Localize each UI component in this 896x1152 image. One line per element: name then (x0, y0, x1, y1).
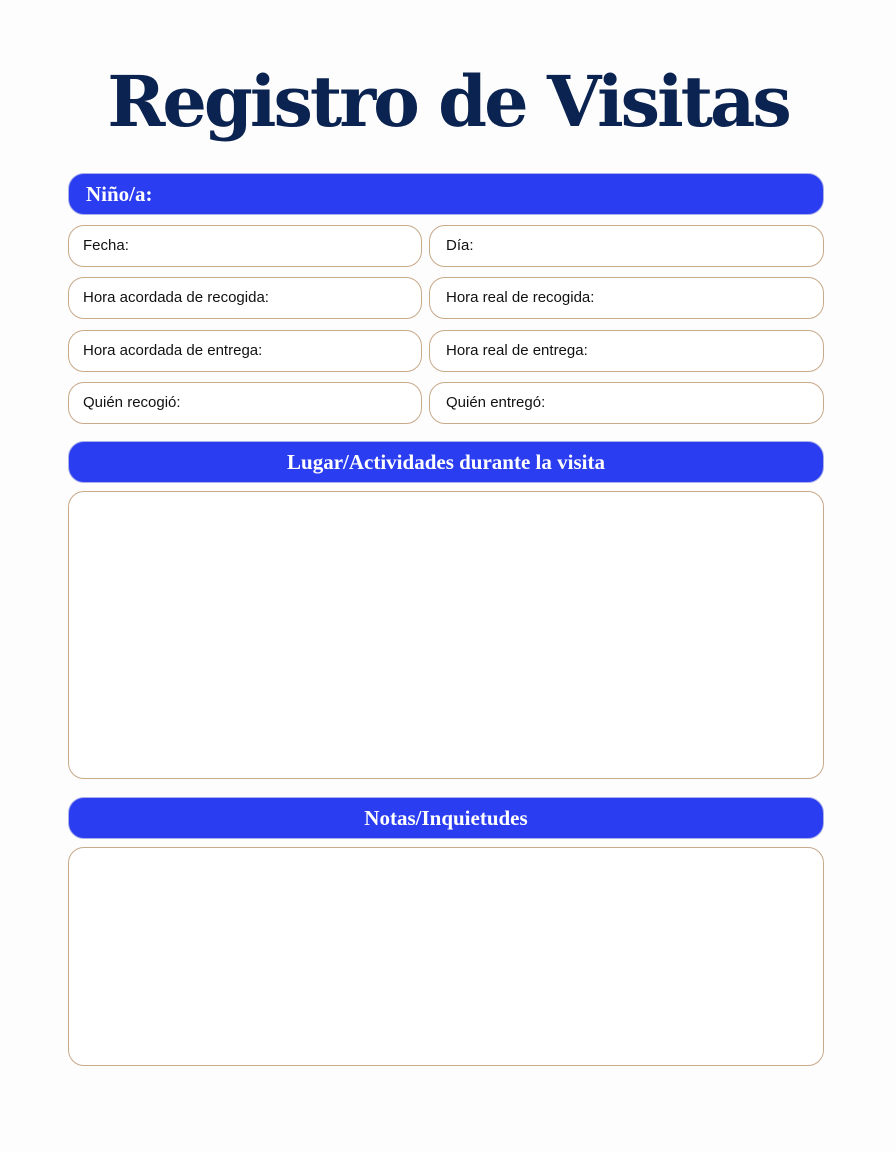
picked-up-by-field[interactable] (68, 382, 422, 424)
day-label: Día: (446, 237, 474, 254)
date-field[interactable] (68, 225, 422, 267)
activities-section-title: Lugar/Actividades durante la visita (287, 450, 605, 474)
notes-section-header (68, 797, 824, 839)
dropped-off-by-label: Quién entregó: (446, 394, 546, 411)
actual-pickup-time-field[interactable] (429, 277, 824, 319)
activities-section-header (68, 441, 824, 483)
date-label: Fecha: (83, 237, 129, 254)
actual-dropoff-time-label: Hora real de entrega: (446, 342, 588, 359)
dropped-off-by-field[interactable] (429, 382, 824, 424)
actual-pickup-time-label: Hora real de recogida: (446, 289, 595, 306)
agreed-dropoff-time-field[interactable] (68, 330, 422, 372)
actual-dropoff-time-field[interactable] (429, 330, 824, 372)
notes-textarea[interactable] (68, 847, 824, 1066)
child-name-label: Niño/a: (86, 182, 153, 206)
child-name-bar[interactable] (68, 173, 824, 215)
picked-up-by-label: Quién recogió: (83, 394, 181, 411)
page-title: Registro de Visitas (107, 60, 789, 143)
activities-textarea[interactable] (68, 491, 824, 779)
agreed-dropoff-time-label: Hora acordada de entrega: (83, 342, 263, 359)
notes-section-title: Notas/Inquietudes (364, 806, 528, 830)
agreed-pickup-time-field[interactable] (68, 277, 422, 319)
day-field[interactable] (429, 225, 824, 267)
agreed-pickup-time-label: Hora acordada de recogida: (83, 289, 269, 306)
